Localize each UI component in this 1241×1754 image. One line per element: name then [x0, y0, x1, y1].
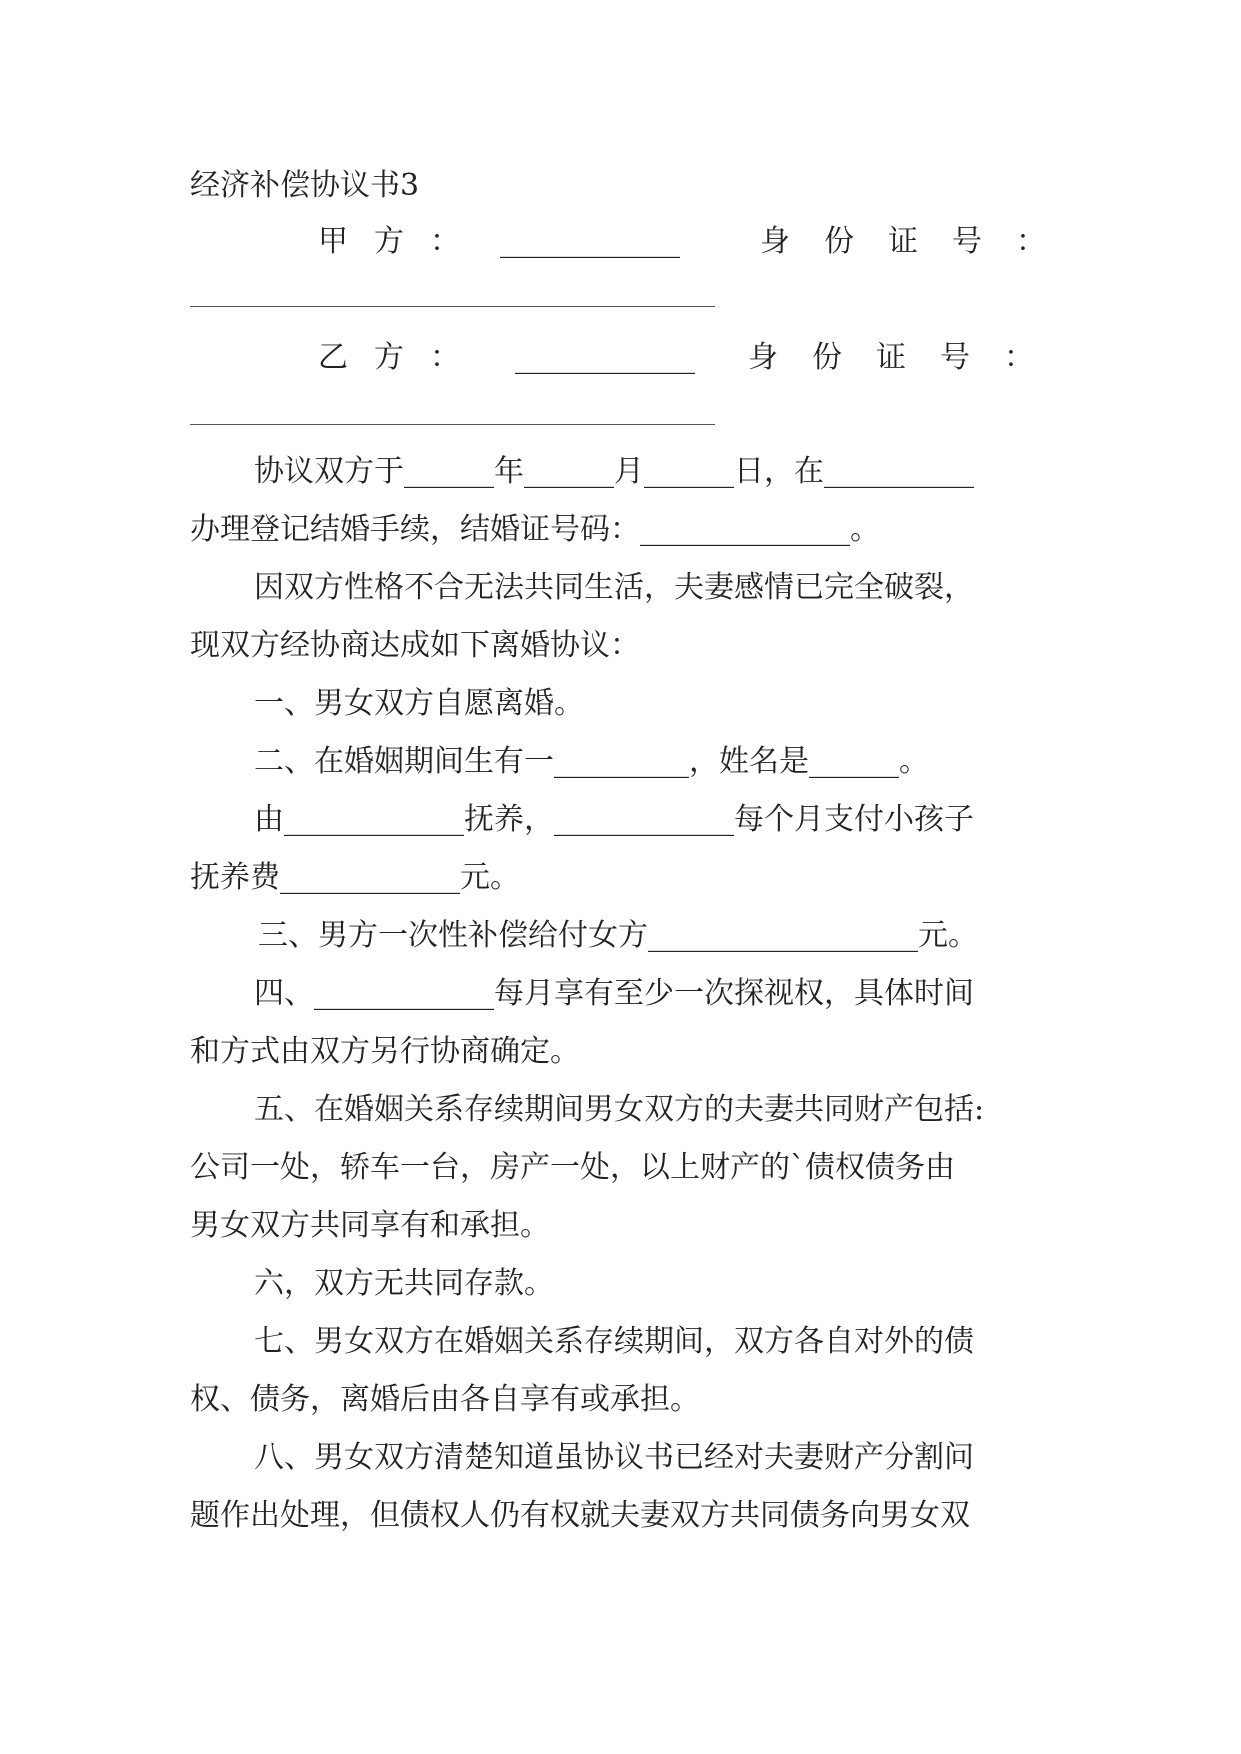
paragraph-line: 因双方性格不合无法共同生活，夫妻感情已完全破裂， — [254, 570, 974, 605]
paragraph-line: 由____________抚养，____________每个月支付小孩子 — [254, 802, 974, 837]
paragraph-line: 协议双方于______年______月______日，在__________ — [254, 454, 974, 489]
clause-2: 二、在婚姻期间生有一_________，姓名是______。 — [254, 744, 929, 779]
party-a-name-blank: ____________ — [500, 224, 680, 259]
paragraph-line: 公司一处，轿车一台，房产一处，以上财产的`债权债务由 — [190, 1150, 955, 1185]
paragraph-line: 和方式由双方另行协商确定。 — [190, 1034, 580, 1069]
document-title: 经济补偿协议书3 — [190, 168, 420, 203]
party-b-label: 乙方： — [318, 340, 486, 375]
party-a-id-label: 身份证号： — [760, 224, 1080, 259]
party-b-id-label: 身份证号： — [748, 340, 1068, 375]
paragraph-line: 题作出处理，但债权人仍有权就夫妻双方共同债务向男女双 — [190, 1498, 970, 1533]
party-a-label: 甲方： — [318, 224, 486, 259]
clause-8: 八、男女双方清楚知道虽协议书已经对夫妻财产分割问 — [254, 1440, 974, 1475]
party-b-name-blank: ____________ — [515, 340, 695, 375]
paragraph-line: 男女双方共同享有和承担。 — [190, 1208, 550, 1243]
paragraph-line: 抚养费____________元。 — [190, 860, 520, 895]
party-a-id-rule — [190, 306, 715, 307]
clause-5: 五、在婚姻关系存续期间男女双方的夫妻共同财产包括: — [254, 1092, 985, 1127]
party-b-id-rule — [190, 424, 715, 425]
paragraph-line: 权、债务，离婚后由各自享有或承担。 — [190, 1382, 700, 1417]
paragraph-line: 现双方经协商达成如下离婚协议： — [190, 628, 640, 663]
clause-6: 六，双方无共同存款。 — [254, 1266, 554, 1301]
clause-7: 七、男女双方在婚姻关系存续期间，双方各自对外的债 — [254, 1324, 974, 1359]
clause-1: 一、男女双方自愿离婚。 — [254, 686, 584, 721]
clause-4: 四、____________每月享有至少一次探视权，具体时间 — [254, 976, 974, 1011]
paragraph-line: 办理登记结婚手续，结婚证号码：______________。 — [190, 512, 880, 547]
clause-3: 三、男方一次性补偿给付女方__________________元。 — [258, 918, 978, 953]
